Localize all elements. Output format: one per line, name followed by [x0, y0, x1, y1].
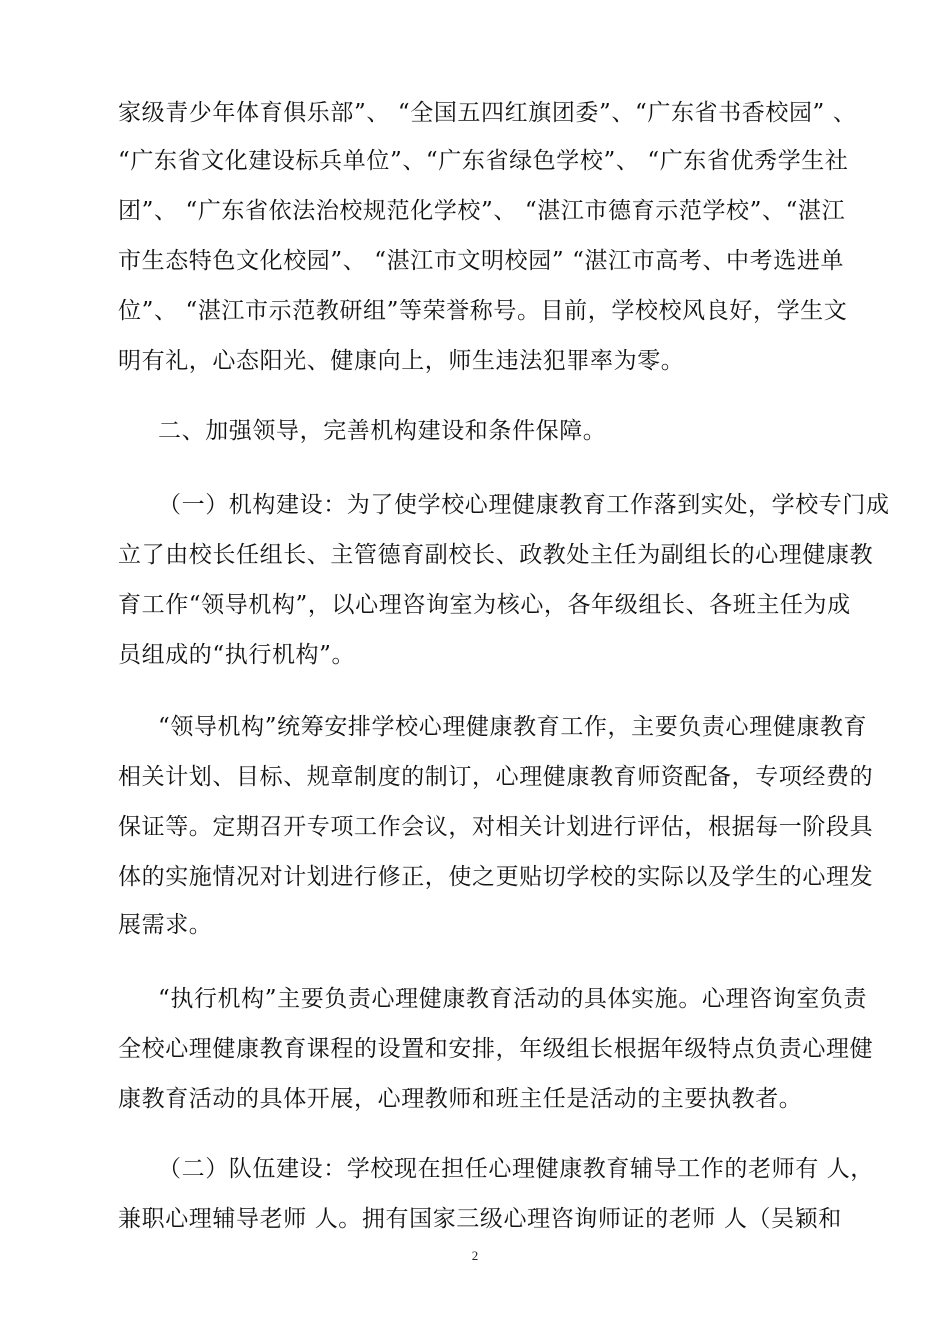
paragraph-2-line-4: 员组成的“执行机构”。 [118, 642, 356, 668]
paragraph-1-line-3: 团”、 “广东省依法治校规范化学校”、 “湛江市德育示范学校”、“湛江 [118, 198, 846, 224]
paragraph-1-line-1: 家级青少年体育俱乐部”、 “全国五四红旗团委”、“广东省书香校园” 、 [118, 100, 857, 126]
paragraph-5-line-1: （二）队伍建设：学校现在担任心理健康教育辅导工作的老师有 人， [158, 1156, 874, 1182]
paragraph-1-line-4: 市生态特色文化校园”、 “湛江市文明校园” “湛江市高考、中考选进单 [118, 248, 845, 274]
paragraph-3-line-5: 展需求。 [118, 912, 213, 938]
paragraph-3-line-4: 体的实施情况对计划进行修正，使之更贴切学校的实际以及学生的心理发 [118, 864, 874, 890]
paragraph-3-line-1: “领导机构”统筹安排学校心理健康教育工作，主要负责心理健康教育 [158, 714, 868, 740]
paragraph-4-line-3: 康教育活动的具体开展，心理教师和班主任是活动的主要执教者。 [118, 1086, 803, 1112]
paragraph-4-line-1: “执行机构”主要负责心理健康教育活动的具体实施。心理咨询室负责 [158, 986, 868, 1012]
paragraph-4-line-2: 全校心理健康教育课程的设置和安排，年级组长根据年级特点负责心理健 [118, 1036, 874, 1062]
paragraph-2-line-3: 育工作“领导机构”，以心理咨询室为核心，各年级组长、各班主任为成 [118, 592, 851, 618]
paragraph-1-line-2: “广东省文化建设标兵单位”、“广东省绿色学校”、 “广东省优秀学生社 [118, 148, 849, 174]
paragraph-1-line-6: 明有礼，心态阳光、健康向上，师生违法犯罪率为零。 [118, 348, 685, 374]
paragraph-2-line-1: （一）机构建设：为了使学校心理健康教育工作落到实处，学校专门成 [158, 492, 890, 518]
paragraph-2-line-2: 立了由校长任组长、主管德育副校长、政教处主任为副组长的心理健康教 [118, 542, 874, 568]
paragraph-3-line-3: 保证等。定期召开专项工作会议，对相关计划进行评估，根据每一阶段具 [118, 814, 874, 840]
paragraph-5-line-2: 兼职心理辅导老师 人。拥有国家三级心理咨询师证的老师 人（吴颖和 [118, 1206, 842, 1232]
paragraph-3-line-2: 相关计划、目标、规章制度的制订，心理健康教育师资配备，专项经费的 [118, 764, 874, 790]
paragraph-1-line-5: 位”、 “湛江市示范教研组”等荣誉称号。目前，学校校风良好，学生文 [118, 298, 848, 324]
page-number: 2 [471, 1248, 479, 1263]
section-heading: 二、加强领导，完善机构建设和条件保障。 [158, 418, 607, 444]
